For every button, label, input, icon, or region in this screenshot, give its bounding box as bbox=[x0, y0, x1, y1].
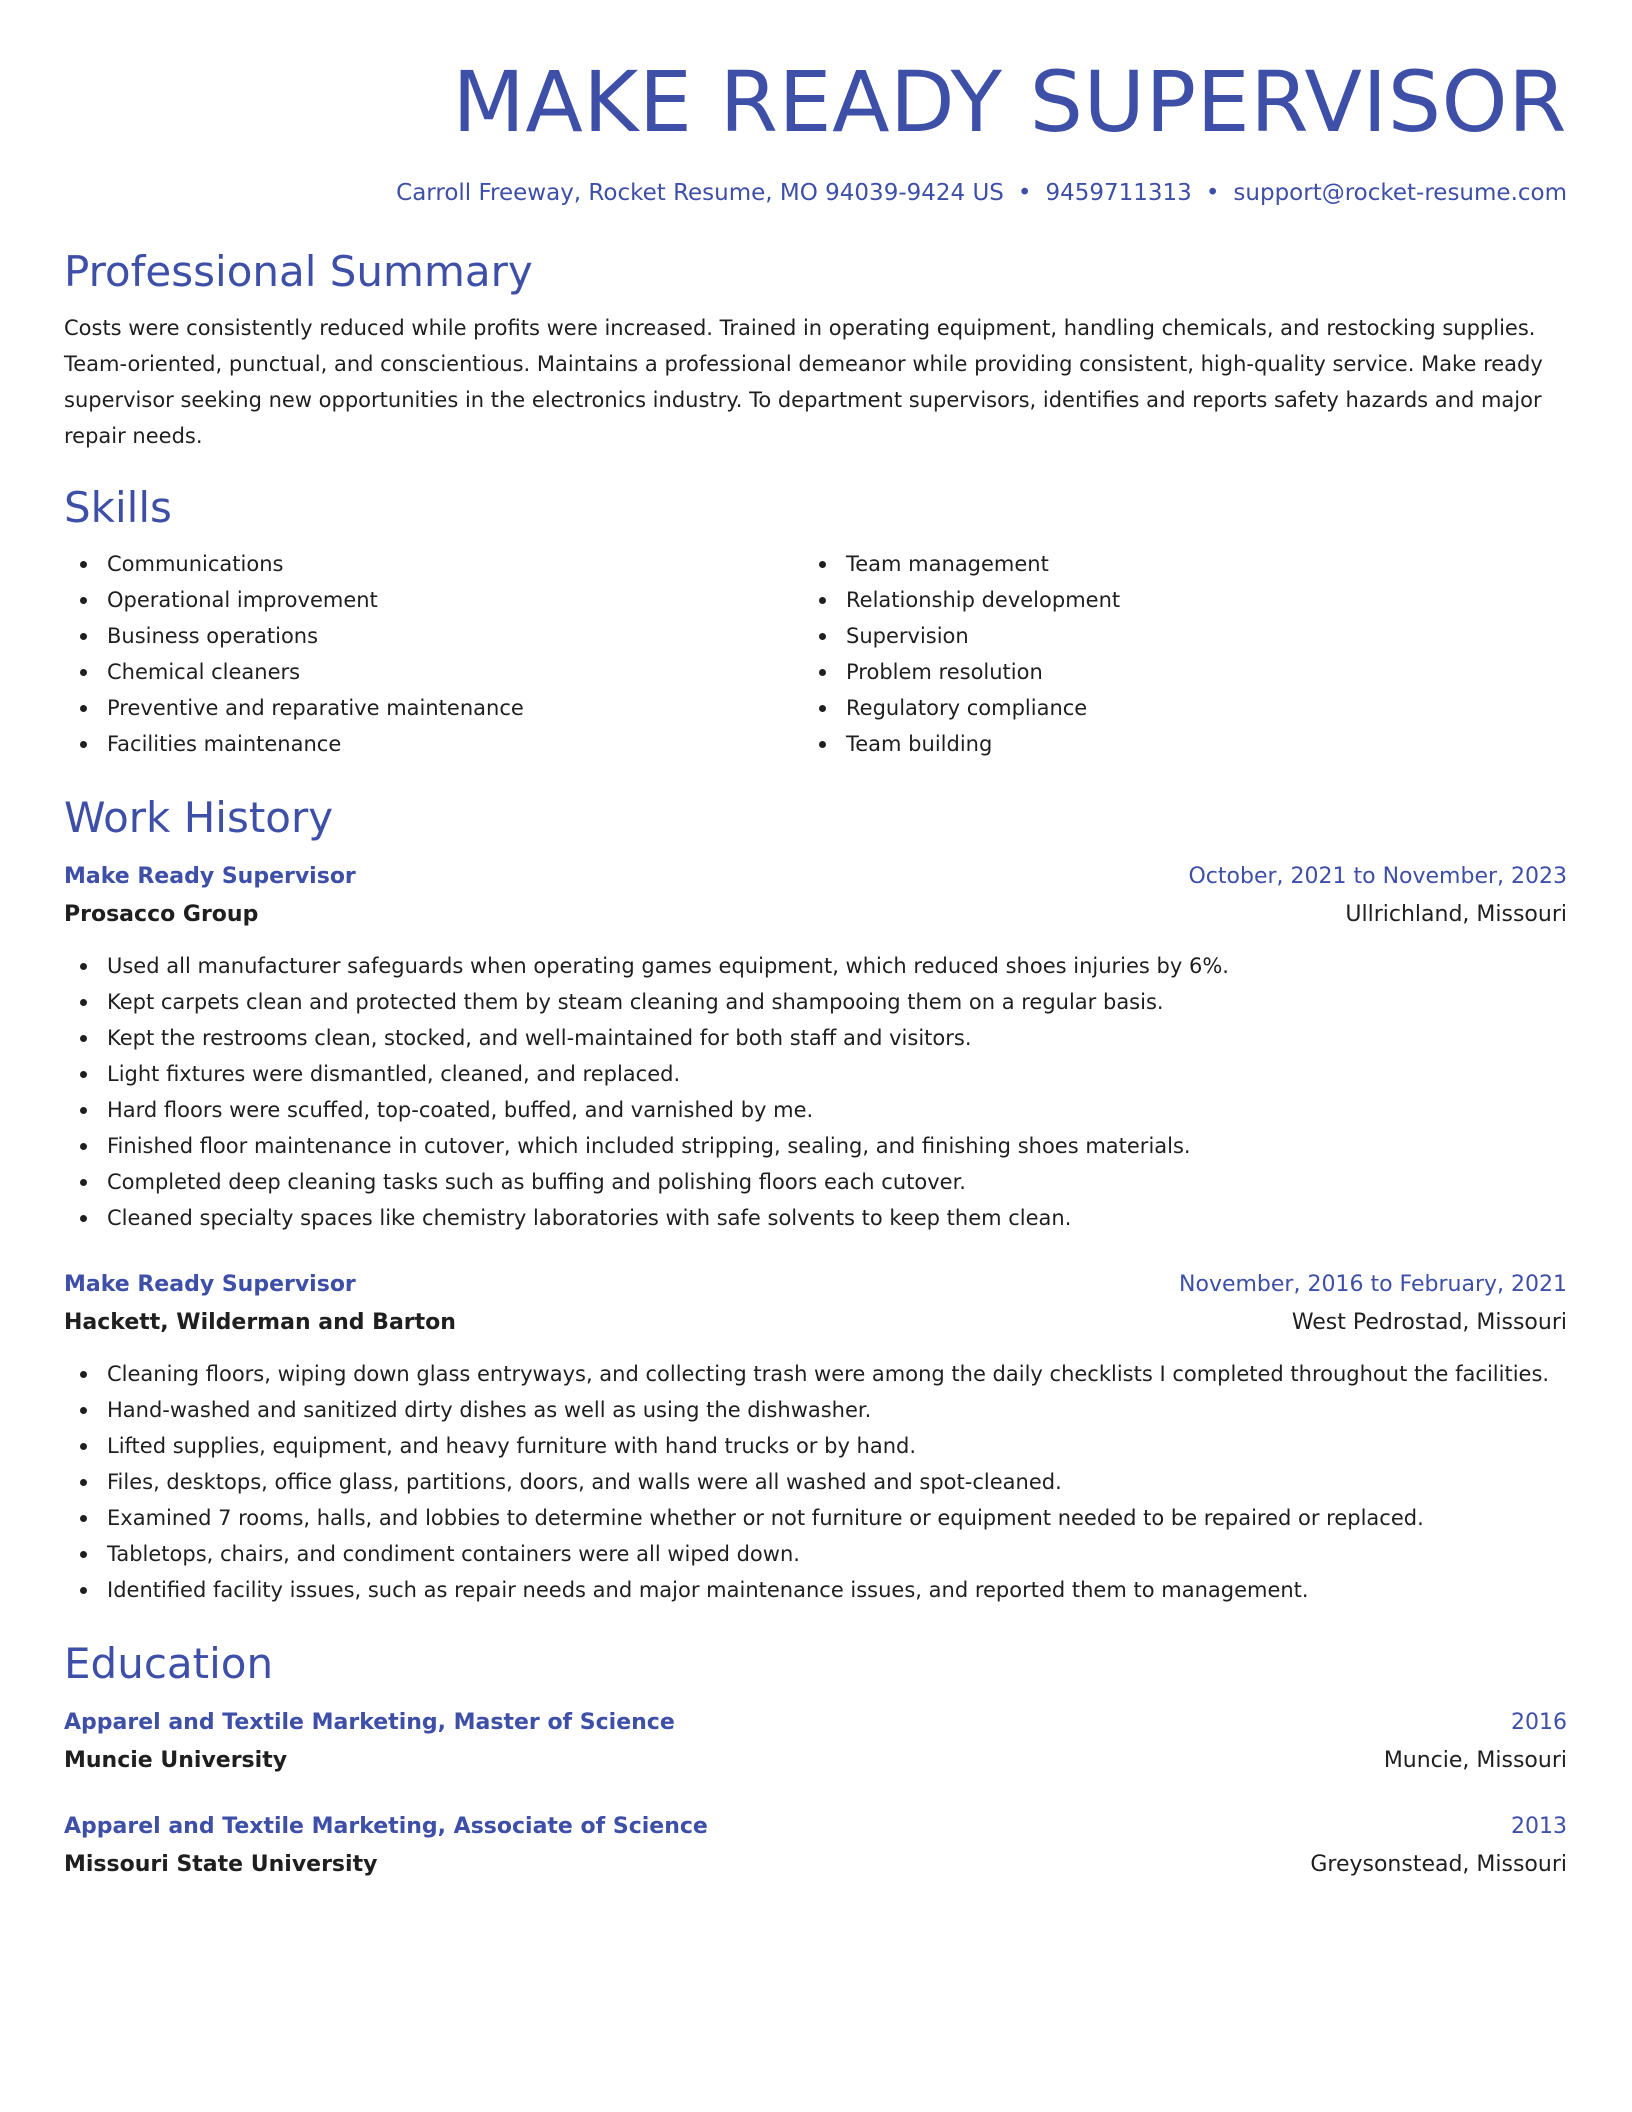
skill-item: Team management bbox=[803, 546, 1542, 582]
skill-item: Business operations bbox=[64, 618, 803, 654]
education-degree: Apparel and Textile Marketing, Master of Science bbox=[64, 1710, 675, 1735]
job-duty: Hard floors were scuffed, top-coated, buffed, and varnished by me. bbox=[64, 1092, 1567, 1128]
skill-item: Relationship development bbox=[803, 582, 1542, 618]
job-duty: Tabletops, chairs, and condiment containers were all wiped down. bbox=[64, 1536, 1567, 1572]
contact-separator: • bbox=[1017, 180, 1032, 206]
job-location: Ullrichland, Missouri bbox=[1345, 902, 1567, 927]
job-header-row bbox=[64, 1266, 1567, 1304]
job-location: West Pedrostad, Missouri bbox=[1291, 1310, 1567, 1335]
education-entry bbox=[64, 1704, 1567, 1780]
skill-item: Preventive and reparative maintenance bbox=[64, 690, 803, 726]
job-duty: Finished floor maintenance in cutover, which included stripping, sealing, and finishing shoes materials. bbox=[64, 1128, 1567, 1164]
section-title-summary: Professional Summary bbox=[64, 247, 533, 296]
job-duty: Files, desktops, office glass, partitions, doors, and walls were all washed and spot-cleaned. bbox=[64, 1464, 1567, 1500]
job-duty: Used all manufacturer safeguards when operating games equipment, which reduced shoes injuries by 6%. bbox=[64, 948, 1567, 984]
section-title-work-history: Work History bbox=[64, 793, 334, 842]
candidate-title: MAKE READY SUPERVISOR bbox=[452, 53, 1567, 151]
education-degree: Apparel and Textile Marketing, Associate of Science bbox=[64, 1814, 708, 1839]
job-duty: Identified facility issues, such as repair needs and major maintenance issues, and reported them to management. bbox=[64, 1572, 1567, 1608]
contact-address: Carroll Freeway, Rocket Resume, MO 94039-9424 US bbox=[396, 180, 1004, 206]
job-duties-list bbox=[64, 1356, 1567, 1608]
contact-line bbox=[64, 178, 1567, 208]
job-header-row bbox=[64, 858, 1567, 896]
education-year: 2013 bbox=[1511, 1814, 1567, 1839]
contact-phone: 9459711313 bbox=[1045, 180, 1192, 206]
job-duty: Cleaned specialty spaces like chemistry laboratories with safe solvents to keep them clean. bbox=[64, 1200, 1567, 1236]
job-duty: Hand-washed and sanitized dirty dishes as well as using the dishwasher. bbox=[64, 1392, 1567, 1428]
education-entry bbox=[64, 1808, 1567, 1884]
skill-item: Problem resolution bbox=[803, 654, 1542, 690]
job-duty: Kept carpets clean and protected them by steam cleaning and shampooing them on a regular basis. bbox=[64, 984, 1567, 1020]
education-location: Greysonstead, Missouri bbox=[1310, 1852, 1567, 1877]
skills-column-left bbox=[64, 546, 803, 762]
skill-item: Supervision bbox=[803, 618, 1542, 654]
education-location: Muncie, Missouri bbox=[1383, 1748, 1567, 1773]
job-duty: Kept the restrooms clean, stocked, and well-maintained for both staff and visitors. bbox=[64, 1020, 1567, 1056]
job-entry bbox=[64, 1266, 1567, 1608]
job-duty: Completed deep cleaning tasks such as buffing and polishing floors each cutover. bbox=[64, 1164, 1567, 1200]
education-school-row bbox=[64, 1846, 1567, 1884]
skill-item: Communications bbox=[64, 546, 803, 582]
education-header-row bbox=[64, 1808, 1567, 1846]
skill-item: Chemical cleaners bbox=[64, 654, 803, 690]
job-company-row bbox=[64, 896, 1567, 934]
contact-separator: • bbox=[1205, 180, 1220, 206]
job-company: Hackett, Wilderman and Barton bbox=[64, 1310, 456, 1335]
section-title-skills: Skills bbox=[64, 483, 172, 532]
job-duty: Examined 7 rooms, halls, and lobbies to determine whether or not furniture or equipment needed to be repaired or replaced. bbox=[64, 1500, 1567, 1536]
contact-email: support@rocket-resume.com bbox=[1233, 180, 1567, 206]
job-duty: Light fixtures were dismantled, cleaned, and replaced. bbox=[64, 1056, 1567, 1092]
education-school: Missouri State University bbox=[64, 1852, 378, 1877]
job-position: Make Ready Supervisor bbox=[64, 1272, 356, 1297]
education-school: Muncie University bbox=[64, 1748, 288, 1773]
job-company: Prosacco Group bbox=[64, 902, 259, 927]
skill-item: Team building bbox=[803, 726, 1542, 762]
education-year: 2016 bbox=[1511, 1710, 1567, 1735]
section-title-education: Education bbox=[64, 1639, 274, 1688]
summary-text: Costs were consistently reduced while profits were increased. Trained in operating equipment, handling chemicals, and restocking supplies. Team-oriented, punctual, and conscientious. Maintains a professional demeanor while providing consistent, high-quality service. Make ready supervisor seeking new opportunities in the electronics industry. To department supervisors, identifies and reports safety hazards and major repair needs. bbox=[64, 316, 1543, 448]
job-duty: Lifted supplies, equipment, and heavy furniture with hand trucks or by hand. bbox=[64, 1428, 1567, 1464]
skill-item: Facilities maintenance bbox=[64, 726, 803, 762]
skills-list bbox=[64, 546, 1567, 762]
job-entry bbox=[64, 858, 1567, 1236]
job-position: Make Ready Supervisor bbox=[64, 864, 356, 889]
job-dates: November, 2016 to February, 2021 bbox=[1179, 1272, 1567, 1297]
education-school-row bbox=[64, 1742, 1567, 1780]
education-header-row bbox=[64, 1704, 1567, 1742]
resume-header bbox=[64, 53, 1567, 208]
job-duties-list bbox=[64, 948, 1567, 1236]
job-duty: Cleaning floors, wiping down glass entryways, and collecting trash were among the daily checklists I completed throughout the facilities. bbox=[64, 1356, 1567, 1392]
job-dates: October, 2021 to November, 2023 bbox=[1188, 864, 1567, 889]
skill-item: Operational improvement bbox=[64, 582, 803, 618]
job-company-row bbox=[64, 1304, 1567, 1342]
skills-column-right bbox=[803, 546, 1542, 762]
skill-item: Regulatory compliance bbox=[803, 690, 1542, 726]
